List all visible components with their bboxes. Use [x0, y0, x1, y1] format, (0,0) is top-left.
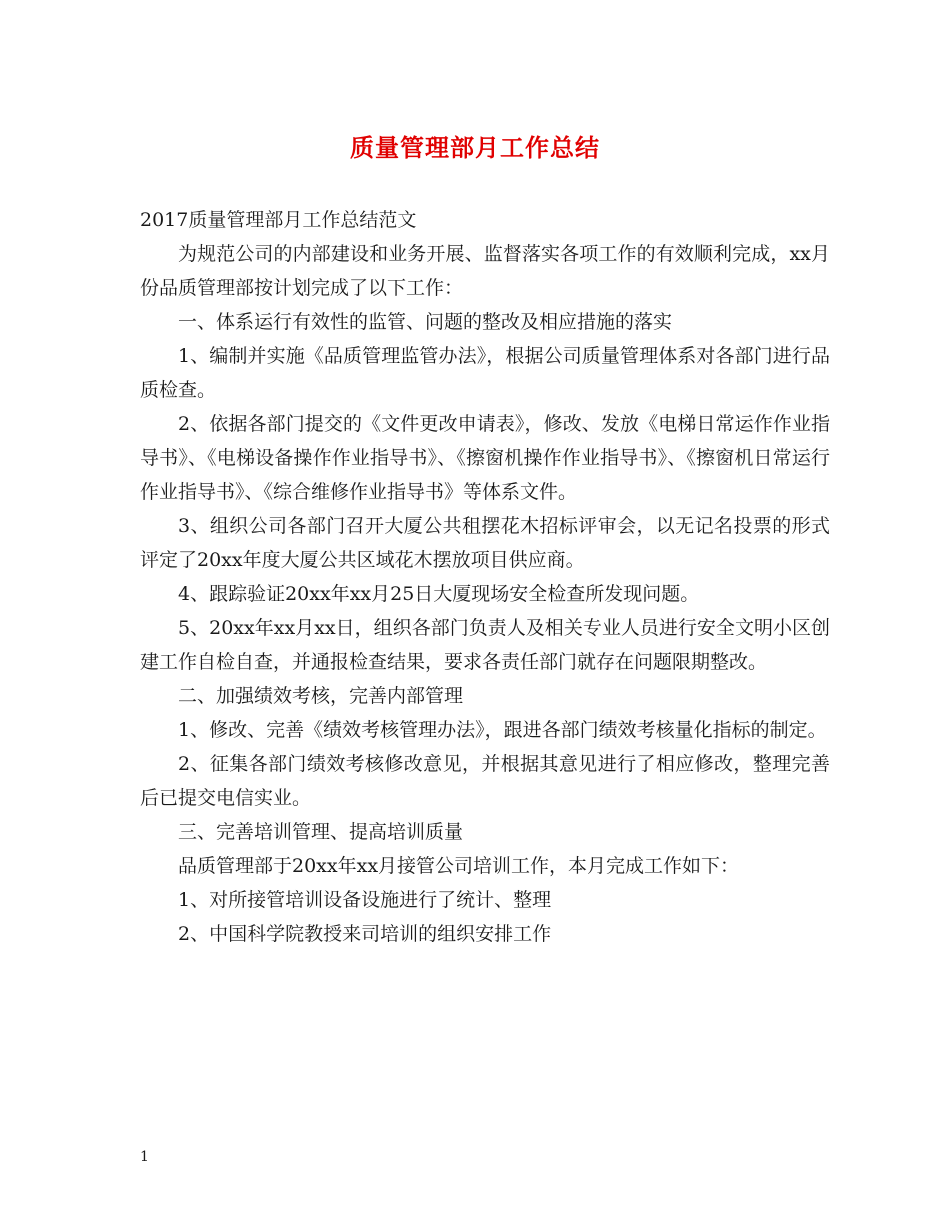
paragraph: 1、对所接管培训设备设施进行了统计、整理	[178, 889, 552, 911]
paragraph: 为规范公司的内部建设和业务开展、监督落实各项工作的有效顺利完成，xx月份品质管理部按计划完成了以下工作：	[140, 243, 830, 299]
paragraph: 2、中国科学院教授来司培训的组织安排工作	[178, 923, 552, 945]
paragraph: 4、跟踪验证20xx年xx月25日大厦现场安全检查所发现问题。	[178, 583, 700, 605]
paragraph: 品质管理部于20xx年xx月接管公司培训工作，本月完成工作如下：	[178, 855, 740, 877]
section-heading: 三、完善培训管理、提高培训质量	[178, 821, 464, 843]
section-heading: 一、体系运行有效性的监管、问题的整改及相应措施的落实	[178, 311, 673, 333]
document-title: 质量管理部月工作总结	[350, 133, 600, 162]
section-heading: 二、加强绩效考核，完善内部管理	[178, 685, 464, 707]
paragraph: 1、修改、完善《绩效考核管理办法》，跟进各部门绩效考核量化指标的制定。	[178, 719, 827, 741]
page-number: 1	[140, 1149, 149, 1165]
paragraph: 2、依据各部门提交的《文件更改申请表》，修改、发放《电梯日常运作作业指导书》、《电梯设备操作作业指导书》、《擦窗机操作作业指导书》、《擦窗机日常运行作业指导书》、《综合维修作业指导书》等体系文件。	[140, 413, 830, 503]
paragraph: 1、编制并实施《品质管理监管办法》，根据公司质量管理体系对各部门进行品质检查。	[140, 345, 830, 401]
paragraph: 5、20xx年xx月xx日，组织各部门负责人及相关专业人员进行安全文明小区创建工作自检自查，并通报检查结果，要求各责任部门就存在问题限期整改。	[140, 617, 830, 673]
paragraph: 2、征集各部门绩效考核修改意见，并根据其意见进行了相应修改，整理完善后已提交电信实业。	[140, 753, 830, 809]
document-body	[140, 203, 830, 951]
paragraph: 3、组织公司各部门召开大厦公共租摆花木招标评审会，以无记名投票的形式评定了20xx年度大厦公共区域花木摆放项目供应商。	[140, 515, 830, 571]
paragraph: 2017质量管理部月工作总结范文	[140, 209, 417, 231]
